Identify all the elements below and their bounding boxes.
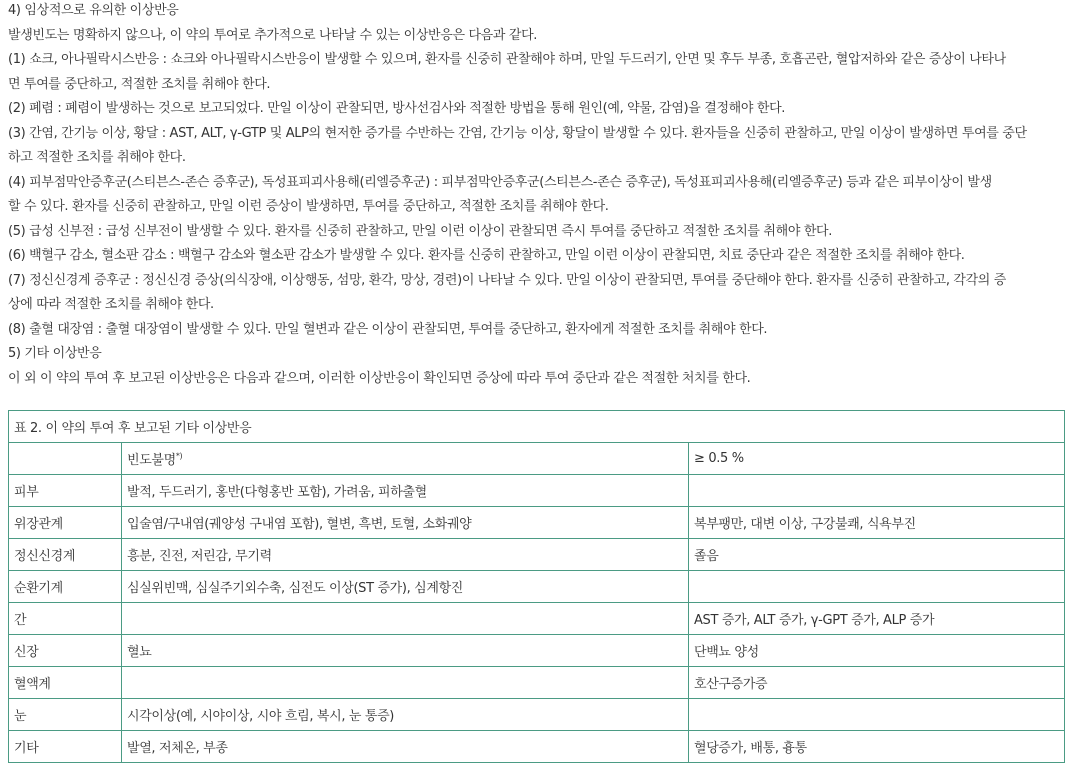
organ-cell: 순환기계: [9, 571, 122, 603]
table-row: [9, 667, 1065, 699]
table-caption: 표 2. 이 약의 투여 후 보고된 기타 이상반응: [9, 411, 1065, 443]
paragraph-item-1-cont: 면 투여를 중단하고, 적절한 조치를 취해야 한다.: [8, 76, 271, 92]
paragraph-item-6: (6) 백혈구 감소, 혈소판 감소 : 백혈구 감소와 혈소판 감소가 발생할 수 있다. 환자를 신중히 관찰하고, 만일 이런 이상이 관찰되면, 치료 중단과 같은 적절한 조치를 취해야 한다.: [8, 248, 965, 263]
organ-cell: 정신신경계: [9, 539, 122, 571]
paragraph-item-4-cont: 할 수 있다. 환자를 신중히 관찰하고, 만일 이런 증상이 발생하면, 투여를 중단하고, 적절한 조치를 취해야 한다.: [8, 199, 609, 214]
ge-0-5-percent-cell: 혈당증가, 배통, 흉통: [689, 731, 1065, 763]
organ-cell: 눈: [9, 699, 122, 731]
header-label-frequency-unknown: 빈도불명: [127, 453, 176, 468]
table-row: [9, 731, 1065, 763]
table-row: [9, 603, 1065, 635]
header-cell-frequency-unknown: [122, 443, 689, 475]
ge-0-5-percent-cell: [689, 475, 1065, 507]
paragraph-item-8: (8) 출혈 대장염 : 출혈 대장염이 발생할 수 있다. 만일 혈변과 같은 이상이 관찰되면, 투여를 중단하고, 환자에게 적절한 조치를 취해야 한다.: [8, 321, 768, 337]
paragraph-item-4: (4) 피부점막안증후군(스티븐스-존슨 증후군), 독성표피괴사용해(리엘증후군) : 피부점막안증후군(스티븐스-존슨 증후군), 독성표피괴사용해(리엘증후군) 등과 같은 피부이상이 발생: [8, 174, 992, 190]
frequency-unknown-cell: 혈뇨: [122, 635, 689, 667]
frequency-unknown-cell: 발적, 두드러기, 홍반(다형홍반 포함), 가려움, 피하출혈: [122, 475, 689, 507]
ge-0-5-percent-cell: [689, 699, 1065, 731]
organ-cell: 피부: [9, 475, 122, 507]
organ-cell: 기타: [9, 731, 122, 763]
adverse-reaction-table: [8, 410, 1065, 763]
section-heading-other-adverse-reactions: 5) 기타 이상반응: [8, 346, 102, 361]
table-row: [9, 539, 1065, 571]
frequency-unknown-cell: 시각이상(예, 시야이상, 시야 흐림, 복시, 눈 통증): [122, 699, 689, 731]
organ-cell: 위장관계: [9, 507, 122, 539]
ge-0-5-percent-cell: 호산구증가증: [689, 667, 1065, 699]
organ-cell: 간: [9, 603, 122, 635]
paragraph-item-7-cont: 상에 따라 적절한 조치를 취해야 한다.: [8, 297, 214, 312]
table-row: [9, 635, 1065, 667]
paragraph-item-7: (7) 정신신경계 증후군 : 정신신경 증상(의식장애, 이상행동, 섬망, 환각, 망상, 경련)이 나타날 수 있다. 만일 이상이 관찰되면, 투여를 중단해야 한다. 환자를 신중히 관찰하고, 각각의 증: [8, 272, 1007, 288]
paragraph-item-3-cont: 하고 적절한 조치를 취해야 한다.: [8, 150, 186, 165]
document-body: [8, 0, 1068, 391]
organ-cell: 신장: [9, 635, 122, 667]
footnote-marker: *): [175, 451, 183, 461]
ge-0-5-percent-cell: 복부팽만, 대변 이상, 구강불쾌, 식욕부진: [689, 507, 1065, 539]
header-cell-ge-0-5-percent: ≥ 0.5 %: [689, 443, 1065, 475]
ge-0-5-percent-cell: 단백뇨 양성: [689, 635, 1065, 667]
table-caption-row: [9, 411, 1065, 443]
frequency-unknown-cell: 발열, 저체온, 부종: [122, 731, 689, 763]
frequency-unknown-cell: 입술염/구내염(궤양성 구내염 포함), 혈변, 흑변, 토혈, 소화궤양: [122, 507, 689, 539]
ge-0-5-percent-cell: AST 증가, ALT 증가, γ-GPT 증가, ALP 증가: [689, 603, 1065, 635]
table-row: [9, 507, 1065, 539]
organ-cell: 혈액계: [9, 667, 122, 699]
frequency-unknown-cell: 심실위빈맥, 심실주기외수축, 심전도 이상(ST 증가), 심계항진: [122, 571, 689, 603]
frequency-unknown-cell: 흥분, 진전, 저린감, 무기력: [122, 539, 689, 571]
ge-0-5-percent-cell: [689, 571, 1065, 603]
paragraph-item-2: (2) 폐렴 : 폐렴이 발생하는 것으로 보고되었다. 만일 이상이 관찰되면, 방사선검사와 적절한 방법을 통해 원인(예, 약물, 감염)을 결정해야 한다.: [8, 101, 786, 116]
section-heading-clinical-adverse-reactions: 4) 임상적으로 유의한 이상반응: [8, 3, 179, 18]
paragraph-item-1: (1) 쇼크, 아나필락시스반응 : 쇼크와 아나필락시스반응이 발생할 수 있으며, 환자를 신중히 관찰해야 하며, 만일 두드러기, 안면 및 후두 부종, 호흡곤란, 혈압저하와 같은 증상이 나타나: [8, 52, 1006, 67]
frequency-unknown-cell: [122, 667, 689, 699]
table-row: [9, 699, 1065, 731]
paragraph-item-3: (3) 간염, 간기능 이상, 황달 : AST, ALT, γ-GTP 및 ALP의 현저한 증가를 수반하는 간염, 간기능 이상, 황달이 발생할 수 있다. 환자들을 신중히 관찰하고, 만일 이상이 발생하면 투여를 중단: [8, 125, 1027, 141]
paragraph-item-5: (5) 급성 신부전 : 급성 신부전이 발생할 수 있다. 환자를 신중히 관찰하고, 만일 이런 이상이 관찰되면 즉시 투여를 중단하고 적절한 조치를 취해야 한다.: [8, 223, 833, 239]
ge-0-5-percent-cell: 졸음: [689, 539, 1065, 571]
table-header-row: [9, 443, 1065, 475]
header-cell-organ: [9, 443, 122, 475]
paragraph-other-intro: 이 외 이 약의 투여 후 보고된 이상반응은 다음과 같으며, 이러한 이상반응이 확인되면 증상에 따라 투여 중단과 같은 적절한 처치를 한다.: [8, 370, 751, 386]
paragraph-intro: 발생빈도는 명확하지 않으나, 이 약의 투여로 추가적으로 나타날 수 있는 이상반응은 다음과 같다.: [8, 27, 538, 43]
table-row: [9, 475, 1065, 507]
frequency-unknown-cell: [122, 603, 689, 635]
table-row: [9, 571, 1065, 603]
